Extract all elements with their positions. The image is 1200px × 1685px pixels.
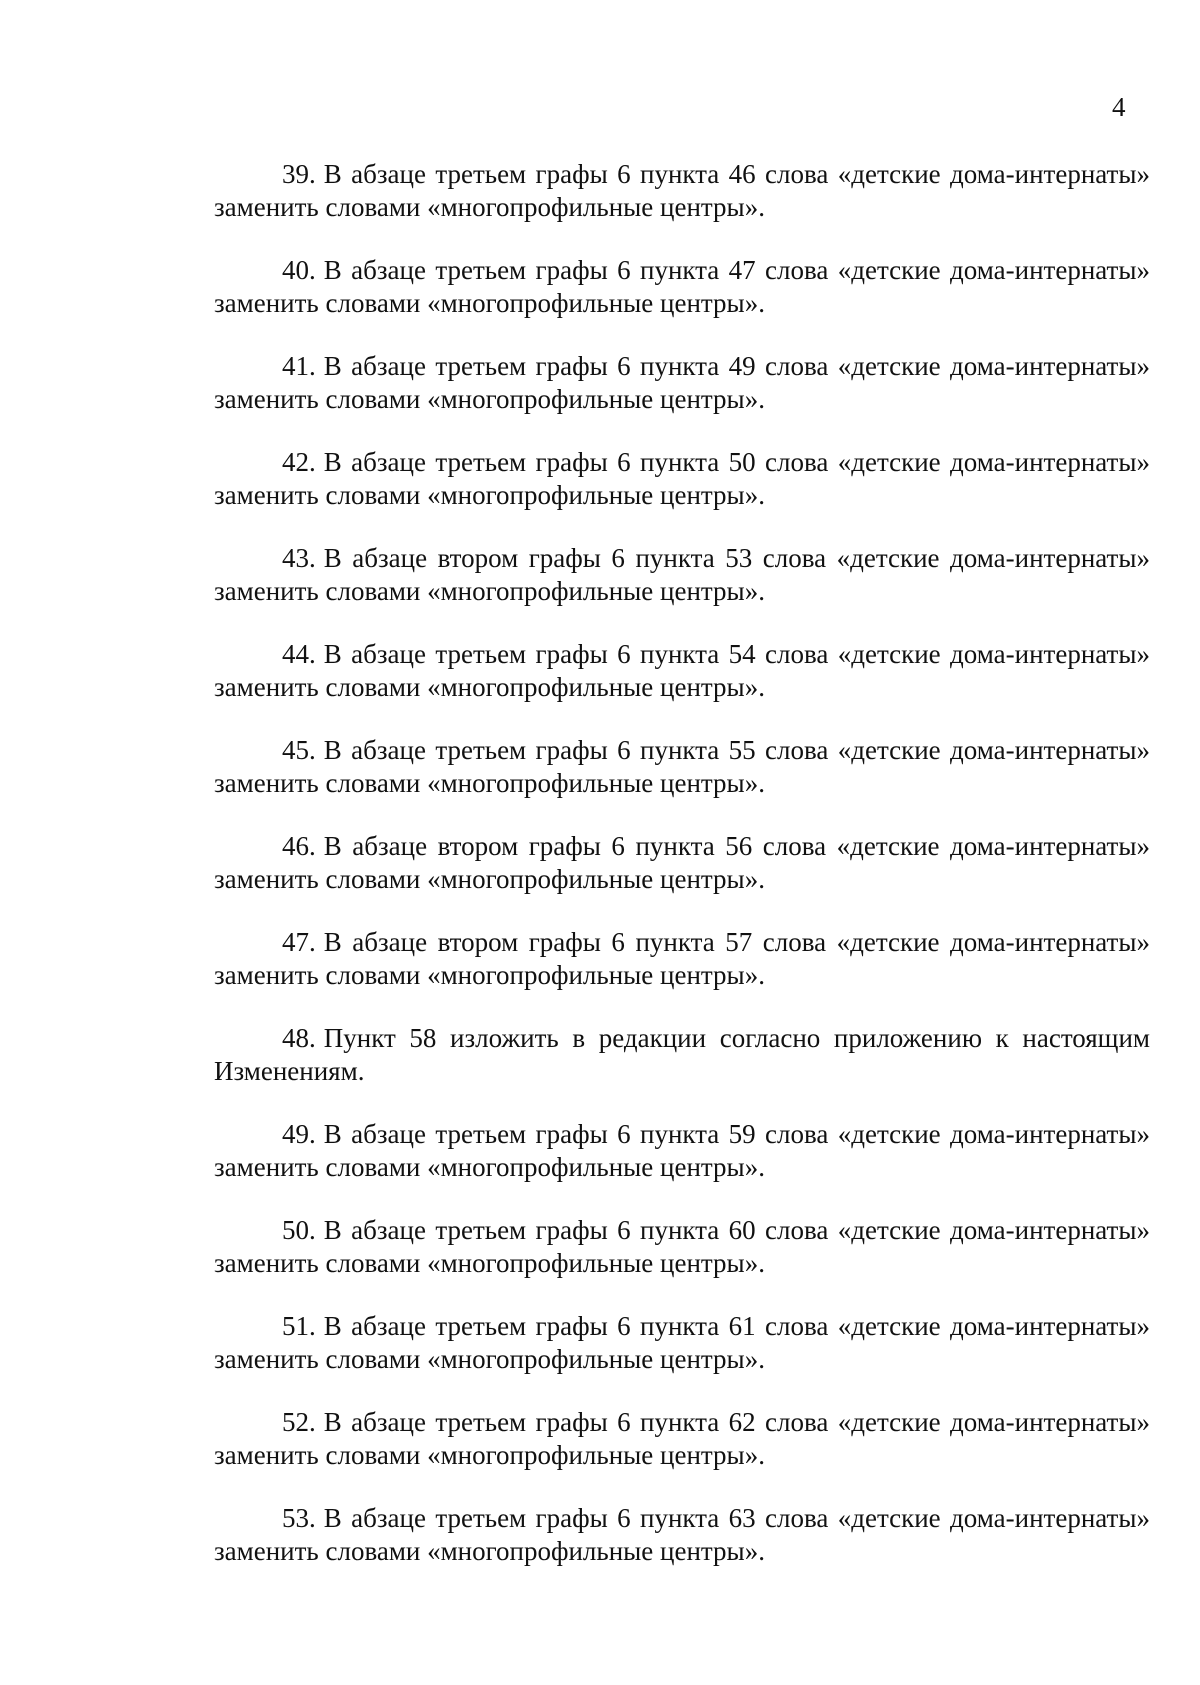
paragraph-text: В абзаце третьем графы 6 пункта 61 слова «детские дома-интернаты» заменить словами «многопрофильные центры».	[214, 1311, 1150, 1374]
paragraph-text: В абзаце третьем графы 6 пункта 55 слова «детские дома-интернаты» заменить словами «многопрофильные центры».	[214, 735, 1150, 798]
paragraph-41	[214, 350, 1150, 416]
paragraph-text: В абзаце втором графы 6 пункта 53 слова «детские дома-интернаты» заменить словами «многопрофильные центры».	[214, 543, 1150, 606]
paragraph-50	[214, 1214, 1150, 1280]
paragraph-text: Пункт 58 изложить в редакции согласно приложению к настоящим Изменениям.	[214, 1023, 1150, 1086]
paragraph-number: 40.	[282, 255, 316, 285]
paragraph-42	[214, 446, 1150, 512]
document-body	[214, 158, 1150, 1598]
paragraph-text: В абзаце втором графы 6 пункта 57 слова «детские дома-интернаты» заменить словами «многопрофильные центры».	[214, 927, 1150, 990]
paragraph-text: В абзаце третьем графы 6 пункта 54 слова «детские дома-интернаты» заменить словами «многопрофильные центры».	[214, 639, 1150, 702]
paragraph-number: 39.	[282, 159, 316, 189]
paragraph-number: 53.	[282, 1503, 316, 1533]
paragraph-48	[214, 1022, 1150, 1088]
paragraph-47	[214, 926, 1150, 992]
paragraph-text: В абзаце втором графы 6 пункта 56 слова «детские дома-интернаты» заменить словами «многопрофильные центры».	[214, 831, 1150, 894]
paragraph-44	[214, 638, 1150, 704]
paragraph-text: В абзаце третьем графы 6 пункта 46 слова «детские дома-интернаты» заменить словами «многопрофильные центры».	[214, 159, 1150, 222]
paragraph-number: 51.	[282, 1311, 316, 1341]
paragraph-text: В абзаце третьем графы 6 пункта 47 слова «детские дома-интернаты» заменить словами «многопрофильные центры».	[214, 255, 1150, 318]
paragraph-43	[214, 542, 1150, 608]
paragraph-53	[214, 1502, 1150, 1568]
paragraph-number: 47.	[282, 927, 316, 957]
paragraph-number: 52.	[282, 1407, 316, 1437]
paragraph-text: В абзаце третьем графы 6 пункта 50 слова «детские дома-интернаты» заменить словами «многопрофильные центры».	[214, 447, 1150, 510]
paragraph-text: В абзаце третьем графы 6 пункта 63 слова «детские дома-интернаты» заменить словами «многопрофильные центры».	[214, 1503, 1150, 1566]
paragraph-number: 49.	[282, 1119, 316, 1149]
paragraph-number: 44.	[282, 639, 316, 669]
paragraph-39	[214, 158, 1150, 224]
paragraph-text: В абзаце третьем графы 6 пункта 62 слова «детские дома-интернаты» заменить словами «многопрофильные центры».	[214, 1407, 1150, 1470]
paragraph-text: В абзаце третьем графы 6 пункта 60 слова «детские дома-интернаты» заменить словами «многопрофильные центры».	[214, 1215, 1150, 1278]
page-number: 4	[1112, 92, 1126, 122]
paragraph-number: 45.	[282, 735, 316, 765]
paragraph-number: 48.	[282, 1023, 316, 1053]
paragraph-40	[214, 254, 1150, 320]
paragraph-number: 43.	[282, 543, 316, 573]
paragraph-number: 42.	[282, 447, 316, 477]
paragraph-45	[214, 734, 1150, 800]
paragraph-number: 46.	[282, 831, 316, 861]
paragraph-52	[214, 1406, 1150, 1472]
paragraph-49	[214, 1118, 1150, 1184]
paragraph-number: 50.	[282, 1215, 316, 1245]
paragraph-text: В абзаце третьем графы 6 пункта 59 слова «детские дома-интернаты» заменить словами «многопрофильные центры».	[214, 1119, 1150, 1182]
paragraph-51	[214, 1310, 1150, 1376]
paragraph-number: 41.	[282, 351, 316, 381]
paragraph-text: В абзаце третьем графы 6 пункта 49 слова «детские дома-интернаты» заменить словами «многопрофильные центры».	[214, 351, 1150, 414]
paragraph-46	[214, 830, 1150, 896]
